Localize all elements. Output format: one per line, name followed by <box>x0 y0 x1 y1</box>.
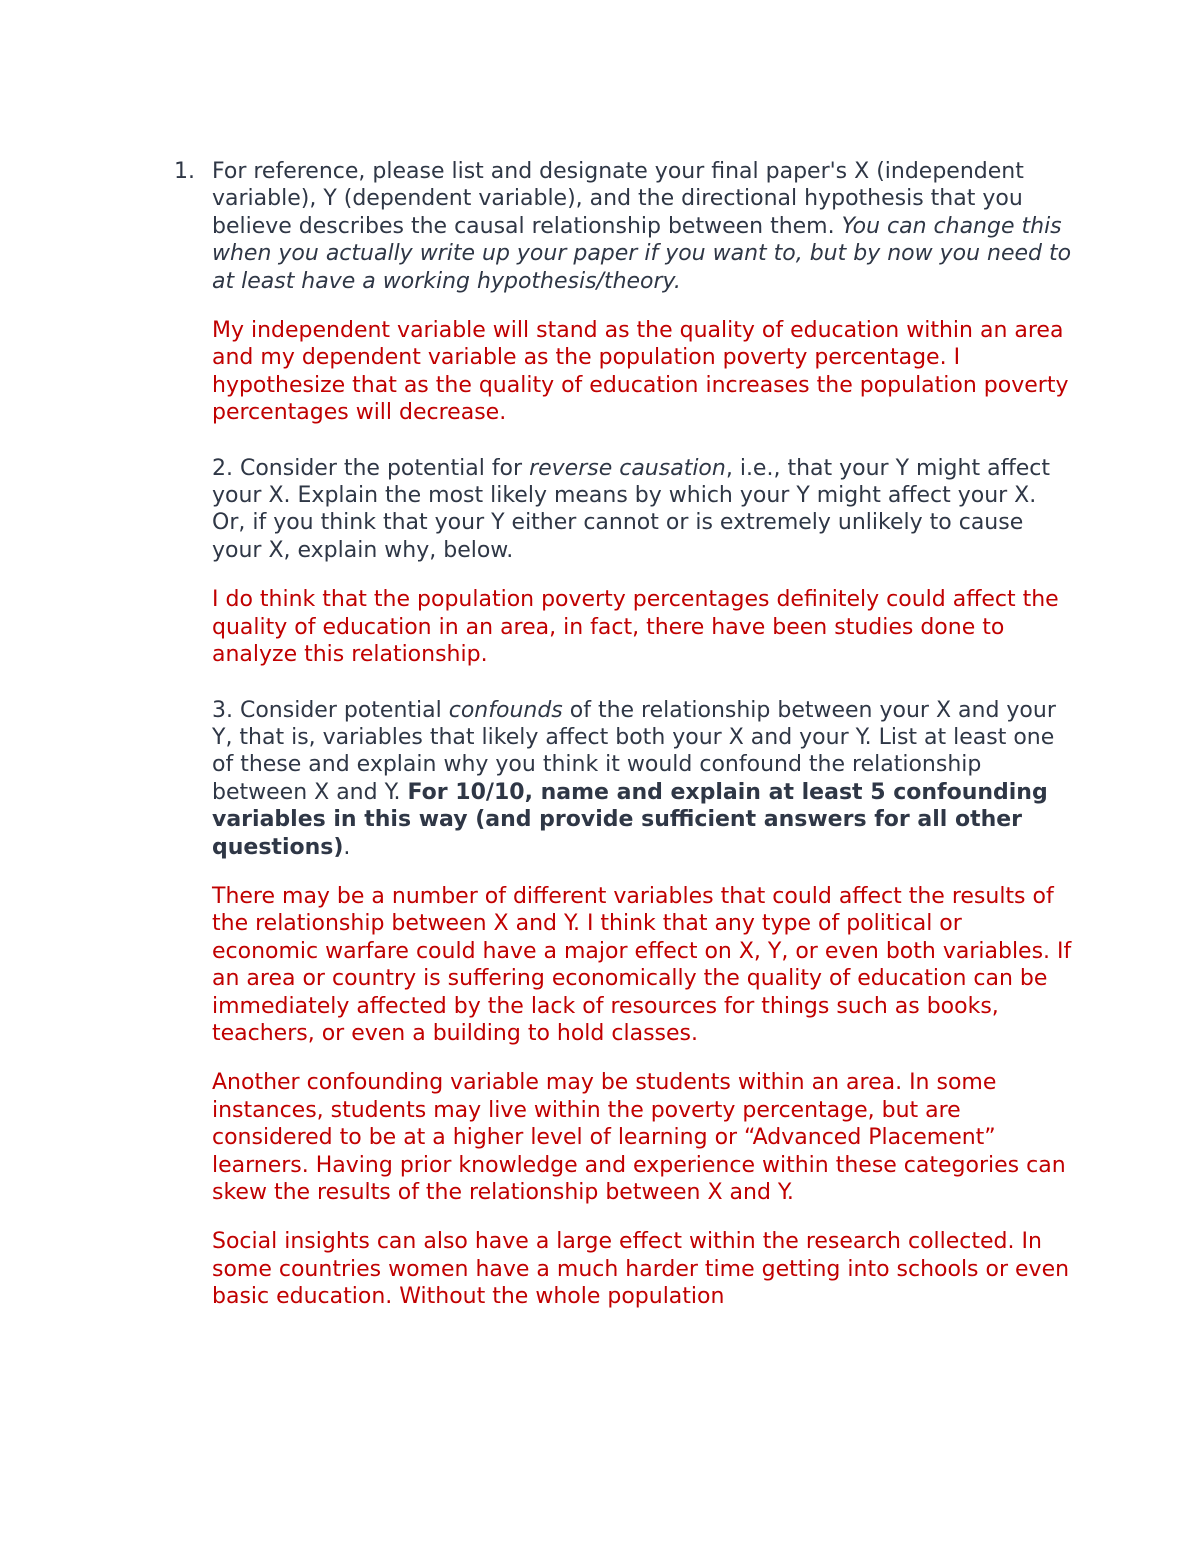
document-body <box>174 158 1072 1311</box>
list-number: 1. <box>174 159 195 184</box>
question-3-rest: of the relationship between your X and your Y, that is, variables that likely affect both your X and your Y. List at least one of these and explain why you think it would confound the relationship between X and Y. <box>212 697 1056 805</box>
question-3-prompt: 3. Consider potential <box>212 697 442 723</box>
question-2-prompt: 2. Consider the potential for <box>212 455 523 481</box>
answer-3-paragraph: There may be a number of different variables that could affect the results of the relationship between X and Y. I think that any type of political or economic warfare could have a major effect on X, Y, or even both variables. If an area or country is suffering economically the quality of education can be immediately affected by the lack of resources for things such as books, teachers, or even a building to hold classes. <box>212 883 1072 1046</box>
question-3 <box>212 697 1072 861</box>
answer-3-paragraph: Another confounding variable may be students within an area. In some instances, students may live within the poverty percentage, but are considered to be at a higher level of learning or “Advanced Placement” learners. Having prior knowledge and experience within these categories can skew the results of the relationship between X and Y. <box>212 1070 1066 1205</box>
question-1-prompt: For reference, please list and designate your final paper's X (independent variable), Y (dependent variable), and the directional hypothesis that you believe describes the causal relationship between them. <box>212 159 1024 239</box>
question-2-rest: , i.e., that your Y might affect your X. Explain the most likely means by which your Y might affect your X. Or, if you think that your Y either cannot or is extremely unlikely to cause your X, explain why, below. <box>212 455 1050 563</box>
answer-3-paragraph: Social insights can also have a large effect within the research collected. In some countries women have a much harder time getting into schools or even basic education. Without the whole population <box>212 1229 1070 1310</box>
question-3-end: . <box>343 834 351 860</box>
question-1-text <box>212 158 1072 295</box>
answer-1: My independent variable will stand as the quality of education within an area and my dependent variable as the population poverty percentage. I hypothesize that as the quality of education increases the population poverty percentages will decrease. <box>212 318 1069 426</box>
question-2-term: reverse causation <box>529 455 726 481</box>
question-3-term: confounds <box>448 697 563 723</box>
question-1 <box>174 158 1072 295</box>
answer-2: I do think that the population poverty percentages definitely could affect the quality of education in an area, in fact, there have been studies done to analyze this relationship. <box>212 587 1059 668</box>
question-2 <box>212 455 1072 565</box>
question-1-note: You can change this when you actually write up your paper if you want to, but by now you need to at least have a working hypothesis/theory. <box>212 213 1072 294</box>
question-3-grading-note: For 10/10, name and explain at least 5 confounding variables in this way (and provide sufficient answers for all other questions) <box>212 779 1048 860</box>
